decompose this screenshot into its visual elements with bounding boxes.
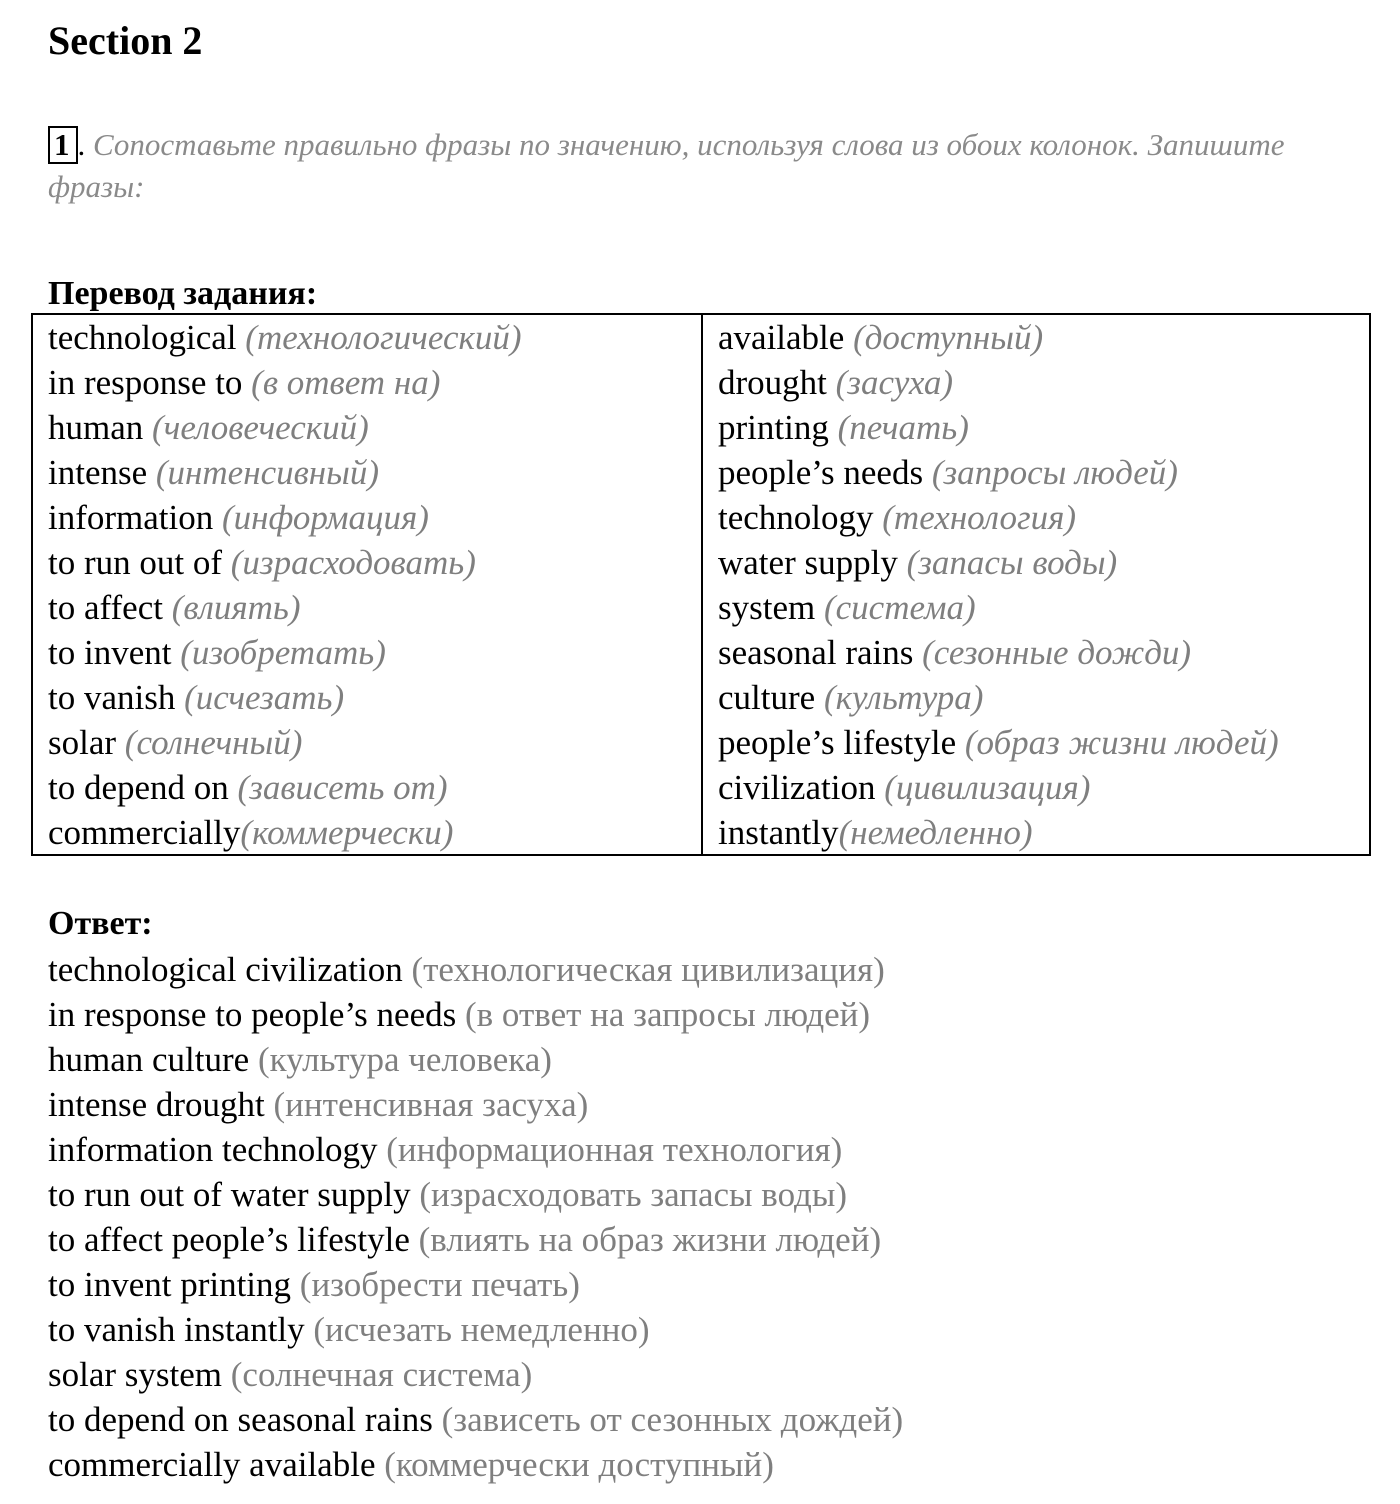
vocabulary-row [48,765,701,810]
vocabulary-term: available [718,318,845,357]
vocabulary-row [48,720,701,765]
vocabulary-gloss: (изобретать) [180,633,386,672]
answer-item [48,947,903,992]
answer-phrase: to invent printing [48,1265,292,1304]
vocabulary-term: instantly [718,813,839,852]
vocabulary-gloss: (технология) [882,498,1077,537]
vocabulary-gloss: (печать) [837,408,969,447]
vocabulary-term: printing [718,408,829,447]
vocabulary-row [718,585,1369,630]
vocabulary-gloss: (информация) [222,498,429,537]
vocabulary-gloss: (коммерчески) [240,813,454,852]
vocabulary-row [48,405,701,450]
vocabulary-gloss: (запасы воды) [906,543,1118,582]
vocabulary-table [31,313,1371,856]
vocabulary-row [718,810,1369,855]
vocabulary-row [48,585,701,630]
answer-item [48,1082,903,1127]
answer-gloss: (культура человека) [257,1040,552,1079]
vocabulary-term: seasonal rains [718,633,914,672]
vocabulary-term: to vanish [48,678,176,717]
task-instruction [48,124,1368,208]
answer-gloss: (интенсивная засуха) [273,1085,589,1124]
vocabulary-row [48,675,701,720]
vocabulary-gloss: (солнечный) [124,723,303,762]
answer-item [48,1442,903,1487]
vocabulary-term: information [48,498,214,537]
answer-item [48,1397,903,1442]
vocabulary-row [718,360,1369,405]
vocabulary-right-column [703,315,1369,854]
answer-phrase: intense drought [48,1085,265,1124]
answer-item [48,1262,903,1307]
answer-item [48,1127,903,1172]
vocabulary-term: in response to [48,363,243,402]
answer-item [48,1172,903,1217]
vocabulary-row [48,495,701,540]
task-instruction-text: Сопоставьте правильно фразы по значению, используя слова из обоих колонок. Запишите фразы: [48,127,1285,204]
answer-phrase: solar system [48,1355,223,1394]
answer-item [48,992,903,1037]
vocabulary-row [48,540,701,585]
vocabulary-row [48,810,701,855]
vocabulary-term: people’s needs [718,453,924,492]
answer-gloss: (в ответ на запросы людей) [465,995,871,1034]
vocabulary-term: to affect [48,588,163,627]
answer-phrase: to depend on seasonal rains [48,1400,433,1439]
answer-gloss: (коммерчески доступный) [384,1445,774,1484]
vocabulary-term: to depend on [48,768,229,807]
vocabulary-row [718,315,1369,360]
vocabulary-row [718,720,1369,765]
vocabulary-row [718,495,1369,540]
answer-gloss: (израсходовать запасы воды) [419,1175,848,1214]
vocabulary-term: technology [718,498,874,537]
vocabulary-term: to run out of [48,543,223,582]
vocabulary-gloss: (образ жизни людей) [964,723,1279,762]
answer-gloss: (солнечная система) [230,1355,533,1394]
answer-heading: Ответ: [48,905,153,942]
vocabulary-row [718,765,1369,810]
task-number-box: 1 [48,126,78,164]
vocabulary-term: solar [48,723,117,762]
answer-gloss: (изобрести печать) [299,1265,580,1304]
vocabulary-row [718,405,1369,450]
vocabulary-gloss: (цивилизация) [884,768,1091,807]
answer-phrase: to run out of water supply [48,1175,411,1214]
answer-phrase: information technology [48,1130,378,1169]
task-number-separator: . [77,127,86,162]
vocabulary-term: civilization [718,768,876,807]
vocabulary-row [48,315,701,360]
answer-item [48,1352,903,1397]
answer-gloss: (исчезать немедленно) [313,1310,650,1349]
vocabulary-term: technological [48,318,237,357]
vocabulary-gloss: (зависеть от) [237,768,448,807]
vocabulary-term: system [718,588,816,627]
vocabulary-term: water supply [718,543,898,582]
answer-gloss: (технологическая цивилизация) [411,950,885,989]
vocabulary-row [48,360,701,405]
vocabulary-term: people’s lifestyle [718,723,957,762]
answer-gloss: (влиять на образ жизни людей) [418,1220,882,1259]
vocabulary-gloss: (в ответ на) [251,363,441,402]
vocabulary-row [48,450,701,495]
vocabulary-gloss: (человеческий) [152,408,369,447]
vocabulary-row [718,450,1369,495]
vocabulary-gloss: (система) [823,588,976,627]
vocabulary-gloss: (засуха) [835,363,954,402]
answer-gloss: (зависеть от сезонных дождей) [441,1400,904,1439]
vocabulary-term: intense [48,453,148,492]
answer-phrase: to affect people’s lifestyle [48,1220,410,1259]
vocabulary-gloss: (технологический) [245,318,522,357]
vocabulary-gloss: (исчезать) [184,678,345,717]
vocabulary-term: to invent [48,633,172,672]
answer-phrase: human culture [48,1040,250,1079]
answer-list [48,947,903,1487]
translation-heading: Перевод задания: [48,275,318,312]
answer-phrase: commercially available [48,1445,376,1484]
vocabulary-gloss: (израсходовать) [230,543,476,582]
vocabulary-gloss: (доступный) [853,318,1044,357]
answer-phrase: to vanish instantly [48,1310,305,1349]
answer-gloss: (информационная технология) [386,1130,843,1169]
vocabulary-term: human [48,408,144,447]
answer-item [48,1307,903,1352]
vocabulary-gloss: (немедленно) [838,813,1033,852]
vocabulary-row [718,675,1369,720]
vocabulary-row [718,630,1369,675]
vocabulary-gloss: (влиять) [171,588,301,627]
vocabulary-term: culture [718,678,816,717]
vocabulary-term: drought [718,363,827,402]
answer-item [48,1217,903,1262]
answer-phrase: in response to people’s needs [48,995,457,1034]
vocabulary-gloss: (интенсивный) [155,453,380,492]
vocabulary-gloss: (культура) [823,678,984,717]
vocabulary-row [718,540,1369,585]
vocabulary-gloss: (сезонные дожди) [922,633,1192,672]
vocabulary-left-column [33,315,703,854]
vocabulary-gloss: (запросы людей) [931,453,1178,492]
answer-item [48,1037,903,1082]
vocabulary-term: commercially [48,813,241,852]
answer-phrase: technological civilization [48,950,403,989]
vocabulary-row [48,630,701,675]
page-title: Section 2 [48,18,203,63]
